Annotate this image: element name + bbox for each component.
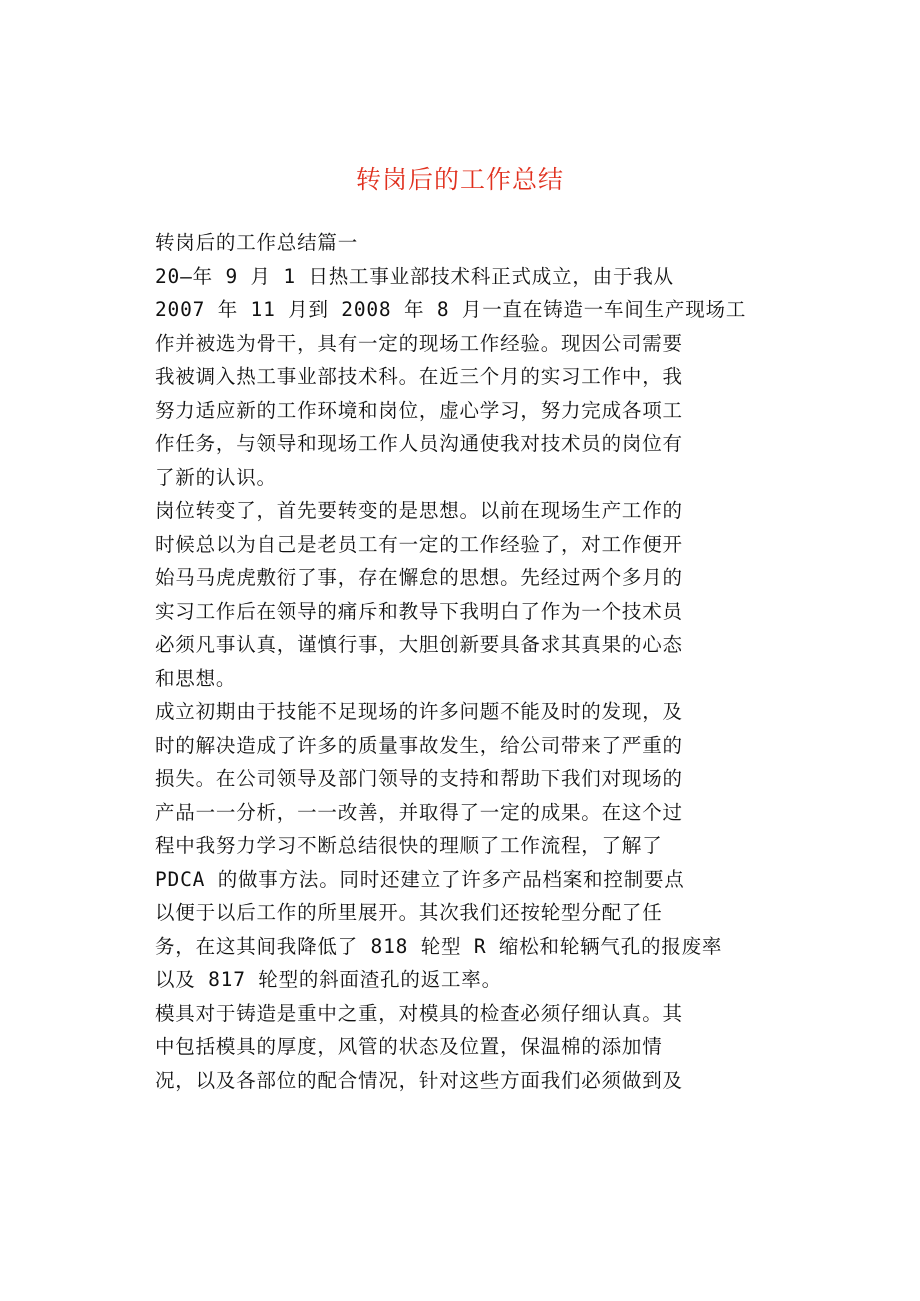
text-line: 程中我努力学习不断总结很快的理顺了工作流程，了解了 bbox=[155, 834, 663, 857]
text-line: 必须凡事认真，谨慎行事，大胆创新要具备求其真果的心态 bbox=[155, 633, 683, 656]
text-line: 以便于以后工作的所里展开。其次我们还按轮型分配了任 bbox=[155, 901, 663, 924]
text-line: 成立初期由于技能不足现场的许多问题不能及时的发现，及 bbox=[155, 700, 683, 723]
text-line: 模具对于铸造是重中之重，对模具的检查必须仔细认真。其 bbox=[155, 1001, 683, 1025]
text-line: 作任务，与领导和现场工作人员沟通使我对技术员的岗位有 bbox=[155, 432, 683, 455]
text-line: 损失。在公司领导及部门领导的支持和帮助下我们对现场的 bbox=[155, 767, 683, 790]
text-line: 我被调入热工事业部技术科。在近三个月的实习工作中，我 bbox=[155, 365, 683, 388]
document-title: 转岗后的工作总结 bbox=[355, 165, 564, 194]
text-line: 以及 817 轮型的斜面渣孔的返工率。 bbox=[155, 968, 502, 991]
text-line: 中包括模具的厚度，风管的状态及位置，保温棉的添加情 bbox=[155, 1035, 663, 1058]
text-line: 20—年 9 月 1 日热工事业部技术科正式成立，由于我从 bbox=[155, 264, 674, 288]
text-line: 转岗后的工作总结篇一 bbox=[155, 231, 359, 254]
text-line: 和思想。 bbox=[155, 666, 237, 690]
text-line: 努力适应新的工作环境和岗位，虚心学习，努力完成各项工 bbox=[155, 398, 683, 422]
text-line: 了新的认识。 bbox=[155, 465, 277, 489]
text-line: 务，在这其间我降低了 818 轮型 R 缩松和轮辆气孔的报废率 bbox=[155, 934, 723, 958]
text-line: 作并被选为骨干，具有一定的现场工作经验。现因公司需要 bbox=[155, 331, 683, 355]
document-body bbox=[155, 226, 765, 1097]
text-line: 时的解决造成了许多的质量事故发生，给公司带来了严重的 bbox=[155, 733, 683, 757]
text-line: 时候总以为自己是老员工有一定的工作经验了，对工作便开 bbox=[155, 532, 683, 556]
text-line: 实习工作后在领导的痛斥和教导下我明白了作为一个技术员 bbox=[155, 599, 683, 623]
text-line: PDCA 的做事方法。同时还建立了许多产品档案和控制要点 bbox=[155, 867, 685, 891]
text-line: 2007 年 11 月到 2008 年 8 月一直在铸造一车间生产现场工 bbox=[155, 298, 747, 321]
text-line: 产品一一分析，一一改善，并取得了一定的成果。在这个过 bbox=[155, 800, 683, 824]
text-line: 况，以及各部位的配合情况，针对这些方面我们必须做到及 bbox=[155, 1068, 683, 1092]
text-line: 始马马虎虎敷衍了事，存在懈怠的思想。先经过两个多月的 bbox=[155, 566, 683, 589]
text-line: 岗位转变了，首先要转变的是思想。以前在现场生产工作的 bbox=[155, 499, 683, 522]
